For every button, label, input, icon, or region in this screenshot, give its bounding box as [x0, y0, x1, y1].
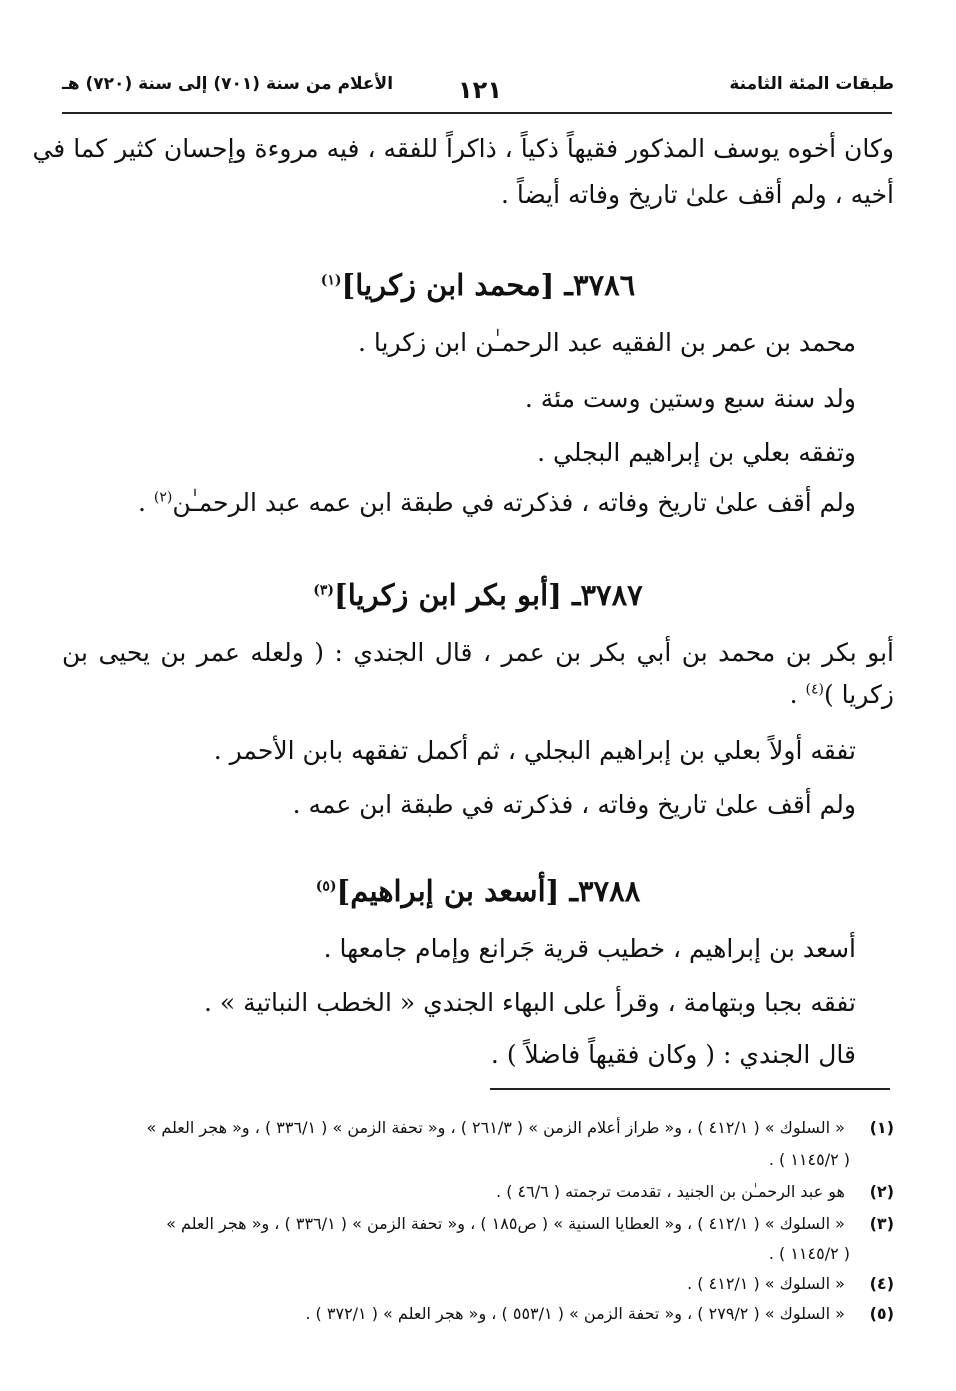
footnote-number: (٤) — [869, 1274, 894, 1293]
footnote-number: (٥) — [869, 1304, 894, 1323]
header-book-range: الأعلام من سنة (٧٠١) إلى سنة (٧٢٠) هـ — [62, 74, 394, 94]
footnote-marker: (٣) — [313, 582, 334, 599]
footnote-number: (٢) — [869, 1182, 894, 1201]
header-section-title: طبقات المئة الثامنة — [729, 74, 894, 94]
footnote-marker: (٢) — [153, 489, 173, 506]
footnote-text: « السلوك » ( ٢٧٩/٢ ) ، و« تحفة الزمن » ( ٥٥٣/١ ) ، و« هجر العلم » ( ٣٧٢/١ ) . — [305, 1304, 845, 1323]
footnote-4 — [687, 1274, 894, 1293]
footnote-marker: (٤) — [805, 681, 824, 698]
footnote-number: (١) — [869, 1118, 894, 1137]
entry-heading-text: ٣٧٨٨ـ [أسعد بن إبراهيم] — [336, 874, 641, 908]
intro-line-1: وكان أخوه يوسف المذكور فقيهاً ذكياً ، ذاكراً للفقه ، فيه مروءة وإحسان كثير كما في — [32, 134, 894, 163]
footnote-rule — [490, 1088, 890, 1090]
footnote-3 — [166, 1214, 894, 1233]
entry-3786-line-3: وتفقه بعلي بن إبراهيم البجلي . — [537, 438, 856, 467]
footnote-3-cont: ( ١١٤٥/٢ ) . — [768, 1244, 850, 1263]
entry-3786-line-2: ولد سنة سبع وستين وست مئة . — [524, 384, 856, 413]
footnote-marker: (٥) — [315, 878, 337, 895]
footnote-text: « السلوك » ( ٤١٢/١ ) . — [687, 1274, 845, 1293]
entry-3787-line-3: تفقه أولاً بعلي بن إبراهيم البجلي ، ثم أكمل تفقهه بابن الأحمر . — [213, 736, 856, 765]
entry-3786-line-1: محمد بن عمر بن الفقيه عبد الرحمـٰن ابن زكريا . — [358, 328, 856, 357]
footnote-text: « السلوك » ( ٤١٢/١ ) ، و« طراز أعلام الزمن » ( ٢٦١/٣ ) ، و« تحفة الزمن » ( ٣٣٦/١ ) ، و« هجر العلم » — [146, 1118, 845, 1137]
entry-3788-line-1: أسعد بن إبراهيم ، خطيب قرية جَرانع وإمام جامعها . — [323, 934, 856, 963]
entry-3787-line-2-text: زكريا ) — [823, 680, 894, 709]
footnote-text: هو عبد الرحمـٰن بن الجنيد ، تقدمت ترجمته ( ٤٦/٦ ) . — [496, 1182, 845, 1201]
entry-3787-line-2 — [790, 680, 894, 710]
footnote-number: (٣) — [869, 1214, 894, 1233]
entry-3788-line-2: تفقه بجبا وبتهامة ، وقرأ على البهاء الجندي « الخطب النباتية » . — [203, 988, 856, 1017]
period: . — [789, 680, 806, 709]
intro-line-2: أخيه ، ولم أقف علىٰ تاريخ وفاته أيضاً . — [500, 180, 894, 209]
entry-3787-line-1: أبو بكر بن محمد بن أبي بكر بن عمر ، قال الجندي : ( ولعله عمر بن يحيى بن — [62, 638, 894, 667]
entry-heading-text: ٣٧٨٦ـ [محمد ابن زكريا] — [341, 268, 636, 302]
page-number: ١٢١ — [458, 76, 502, 104]
header-rule — [62, 112, 892, 114]
entry-3786-line-4-text: ولم أقف علىٰ تاريخ وفاته ، فذكرته في طبقة ابن عمه عبد الرحمـٰن — [172, 488, 856, 517]
period: . — [137, 488, 154, 517]
entry-3788-line-3: قال الجندي : ( وكان فقيهاً فاضلاً ) . — [490, 1040, 856, 1069]
entry-heading-text: ٣٧٨٧ـ [أبو بكر ابن زكريا] — [334, 578, 643, 612]
entry-3787-line-4: ولم أقف علىٰ تاريخ وفاته ، فذكرته في طبقة ابن عمه . — [292, 790, 856, 819]
footnote-2 — [496, 1182, 894, 1201]
footnote-marker: (١) — [320, 272, 342, 289]
entry-3786-line-4 — [138, 488, 856, 518]
footnote-1 — [146, 1118, 894, 1137]
footnote-1-cont: ( ١١٤٥/٢ ) . — [768, 1150, 850, 1169]
entry-heading-3786 — [62, 268, 894, 302]
footnote-text: « السلوك » ( ٤١٢/١ ) ، و« العطايا السنية » ( ص١٨٥ ) ، و« تحفة الزمن » ( ٣٣٦/١ ) ، و« هجر العلم » — [166, 1214, 845, 1233]
footnote-5 — [305, 1304, 894, 1323]
entry-heading-3787 — [62, 578, 894, 612]
entry-heading-3788 — [62, 874, 894, 908]
